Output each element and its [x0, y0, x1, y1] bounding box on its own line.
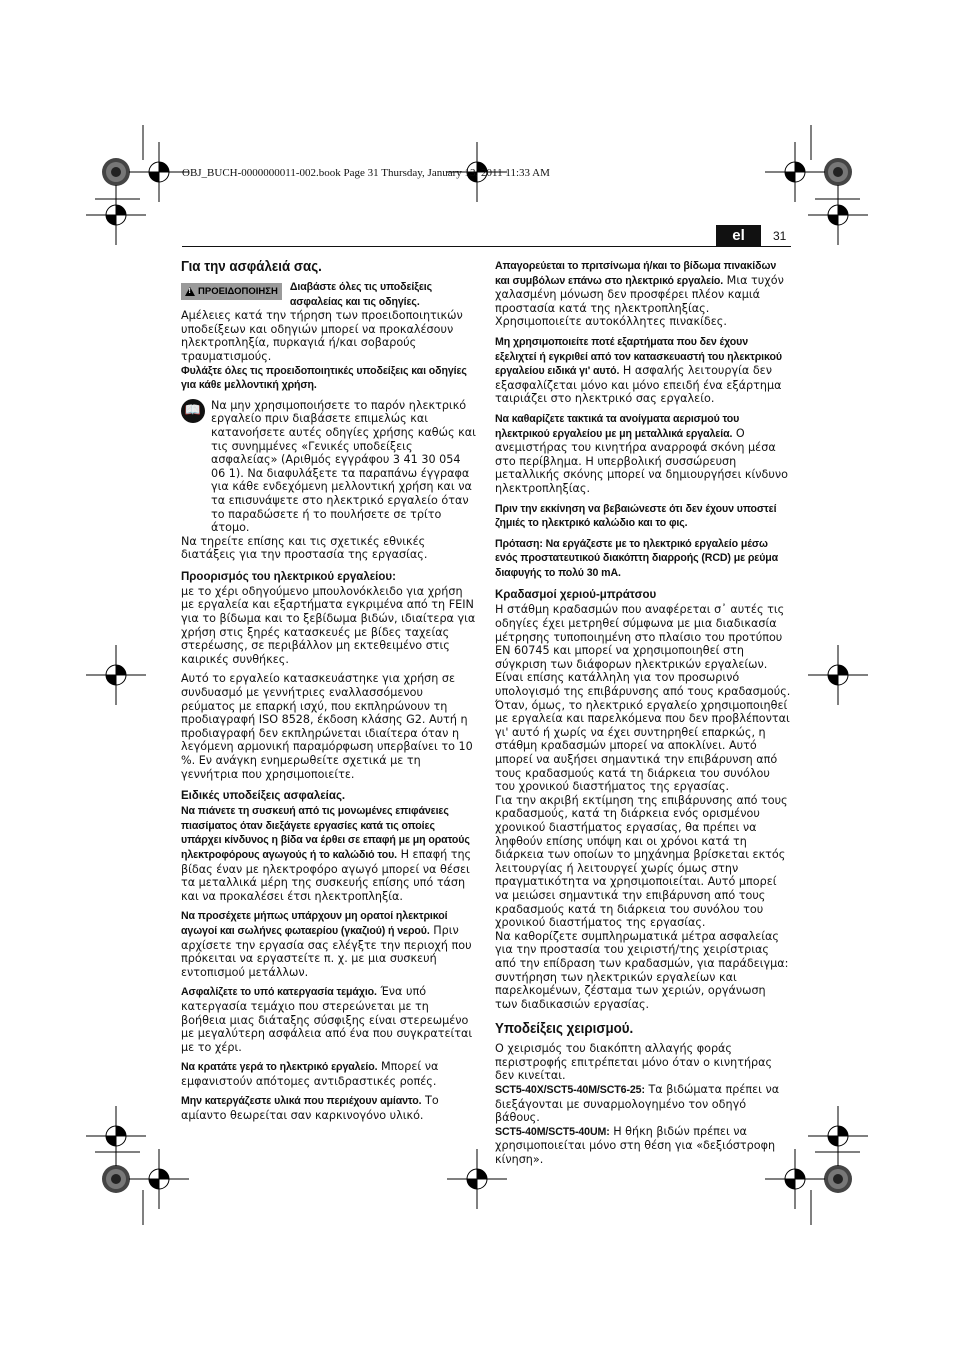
purpose-paragraph-2: Αυτό το εργαλείο κατασκευάστηκε για χρήση σε συνδυασμό με γεννήτριες εναλλασσόμενου ρεύματος με επαρκή ισχύ, που εκπληρώνουν τη προδιαγραφή ISO 8528, έκδοση κλάσης G2. Αυτή η προδιαγραφή δεν εκπληρώνεται ιδιαίτερα όταν η λεγόμενη αρμονική παραμόρφωση υπερβαίνει το 10 %. Εν ανάγκη ενημερωθείτε σχετικά με τη γεννήτρια που χρησιμοποιείτε. [181, 672, 473, 781]
registration-mark [808, 1106, 868, 1166]
warning-text: Αμέλειες κατά την τήρηση των προειδοποιητικών υποδείξεων και οδηγιών μπορεί να προκαλέσουν ηλεκτροπληξία, πυρκαγιά ή/και σοβαρούς τραυματισμούς. [181, 309, 463, 363]
registration-mark [808, 645, 868, 705]
safety-item-5: Μην κατεργάζεστε υλικά που περιέχουν αμίαντο. Το αμίαντο θεωρείται σαν καρκινογόνο υλικό. [181, 1094, 439, 1123]
vibration-paragraph-2: Όταν, όμως, το ηλεκτρικό εργαλείο χρησιμοποιηθεί με εργαλεία και παρελκόμενα που δεν προβλέπονται γι' αυτό ή χωρίς να έχει συντηρηθεί επαρκώς, η στάθμη κραδασμών μπορεί να αποκλίνει. Αυτό μπορεί να αυξήσει σημαντικά την επιβάρυνση από τους κραδασμούς κατά τη διάρκεια του συνόλου του χρονικού διαστήματος της εργασίας. [495, 698, 790, 794]
safety-item-7: Μη χρησιμοποιείτε ποτέ εξαρτήματα που δεν έχουν εξελιχτεί ή εγκριθεί από τον κατασκευαστή του ηλεκτρικού εργαλείου ειδικά γι' αυτό. Η ασφαλής λειτουργία δεν εξασφαλίζεται μόνο και μόνο επειδή ένα εξάρτημα ταιριάζει στο ηλεκτρικό σας εργαλείο. [495, 335, 782, 406]
safety-item-6: Απαγορεύεται το πριτσίνωμα ή/και το βίδωμα πινακίδων και συμβόλων επάνω στο ηλεκτρικό εργαλείο. Μια τυχόν χαλασμένη μόνωση δεν προσφέρει πλέον καμιά προστασία κατά της ηλεκτροπληξίας. Χρησιμοποιείτε αυτοκόλλητες πινακίδες. [495, 260, 784, 329]
page-number: 31 [773, 229, 787, 243]
warning-badge [181, 283, 282, 300]
handling-paragraph-3: SCT5-40M/SCT5-40UM: Η θήκη βιδών πρέπει να χρησιμοποιείται μόνο στη θέση για «δεξιόστροφη κίνηση». [495, 1124, 776, 1167]
left-column [181, 259, 477, 1129]
warning-row [181, 280, 477, 309]
language-badge: el [716, 225, 761, 247]
safety-item-4: Να κρατάτε γερά το ηλεκτρικό εργαλείο. Μπορεί να εμφανιστούν απότομες αντιδραστικές ροπές. [181, 1060, 439, 1088]
color-target [824, 1165, 852, 1193]
section-title-handling: Υποδείξεις χειρισμού. [495, 1021, 634, 1038]
registration-mark [129, 1149, 189, 1209]
read-manual-text: Να μην χρησιμοποιήσετε το παρόν ηλεκτρικό εργαλείο πριν διαβάσετε επιμελώς και κατανοήσετε αυτές οδηγίες χρήσης καθώς και τις συνημμένες «Γενικές υποδείξεις ασφαλείας» (Αριθμός εγγράφου 3 41 30 054 06 1). Να διαφυλάξετε τα παραπάνω έγγραφα για κάθε ενδεχόμενη μελλοντική χρήση και να τα επισυνάψετε στο ηλεκτρικό εργαλείο όταν το παραδώσετε ή το πουλήσετε σε τρίτο άτομο. [211, 398, 476, 535]
safety-item-8: Να καθαρίζετε τακτικά τα ανοίγματα αερισμού του ηλεκτρικού εργαλείου με μη μεταλλικά εργαλεία. Ο ανεμιστήρας του κινητήρα αναρροφά σκόνη μέσα στο περίβλημα. Η υπερβολική συσσώρευση μεταλλικής σκόνης μπορεί να δημιουργήσει κίνδυνο ηλεκτροπληξίας. [495, 412, 788, 495]
vibration-paragraph-1: Η στάθμη κραδασμών που αναφέρεται σ᾿ αυτές τις οδηγίες έχει μετρηθεί σύμφωνα με μια διαδικασία μέτρησης τυποποιημένη στο πλαίσιο του προτύπου EN 60745 και μπορεί να χρησιμοποιηθεί στη σύγκριση των διάφορων ηλεκτρικών εργαλείων. Είναι επίσης κατάλληλη για τον προσωρινό υπολογισμό της επιβάρυνσης από τους κραδασμούς. [495, 603, 791, 699]
heading-purpose: Προορισμός του ηλεκτρικού εργαλείου: [181, 570, 396, 583]
color-target [824, 158, 852, 186]
heading-vibration: Κραδασμοί χεριού-μπράτσου [495, 589, 657, 602]
section-title-safety: Για την ασφάλειά σας. [181, 259, 322, 275]
read-manual-row [181, 399, 477, 535]
color-target [102, 1165, 130, 1193]
registration-mark [86, 645, 146, 705]
registration-mark [129, 142, 189, 202]
right-column [495, 259, 791, 1167]
safety-item-2: Να προσέχετε μήπως υπάρχουν μη ορατοί ηλεκτρικοί αγωγοί και σωλήνες φωταερίου (γκαζιού) ή νερού. Πριν αρχίσετε την εργασία σας ελέγξτε την περιοχή που πρόκειται να εργαστείτε π. χ. με μια συσκευή εντοπισμού μετάλλων. [181, 910, 472, 979]
vibration-paragraph-4: Να καθορίζετε συμπληρωματικά μέτρα ασφαλείας για την προστασία του χειριστή/της χειρίστριας από την επίδραση των κραδασμών, για παράδειγμα: συντήρηση των ηλεκτρικών εργαλείων και παρελκομένων, ζέσταμα των χεριών, οργάνωση των διαδικασιών εργασίας. [495, 929, 789, 1011]
national-regulations: Να τηρείτε επίσης και τις σχετικές εθνικές διατάξεις για την προστασία της εργασίας. [181, 534, 428, 562]
purpose-paragraph-1: με το χέρι οδηγούμενο μπουλονόκλειδο για χρήση με εργαλεία και εξαρτήματα εγκριμένα από τη FEIN για το βίδωμα και το ξεβίδωμα βιδών, ιδιαίτερα για χρήση στις ξηρές κατασκευές με βίδες ταχείας στερέωσης, σε περιβάλλον μη εκτεθειμένο στις καιρικές συνθήκες. [181, 584, 476, 666]
book-meta-line: OBJ_BUCH-0000000011-002.book Page 31 Thursday, January 13, 2011 11:33 AM [182, 167, 550, 179]
warning-triangle-icon: ! [185, 287, 195, 296]
vibration-paragraph-3: Για την ακριβή εκτίμηση της επιβάρυνσης από τους κραδασμούς, κατά τη διάρκεια ενός ορισμένου χρονικού διαστήματος εργασίας, θα πρέπει να ληφθούν επίσης υπόψη και οι χρόνοι κατά τη διάρκεια των οποίων το μηχάνημα βρίσκεται εκτός λειτουργίας ή λειτουργεί χωρίς όμως στην πραγματικότητα να χρησιμοποιείται. Αυτό μπορεί να μειώσει σημαντικά την επιβάρυνση από τους κραδασμούς κατά τη διάρκεια του συνόλου του χρονικού διαστήματος της εργασίας. [495, 793, 788, 930]
heading-special-safety: Ειδικές υποδείξεις ασφαλείας. [181, 790, 346, 803]
header-rule [182, 246, 791, 247]
color-target [102, 158, 130, 186]
registration-mark [86, 185, 146, 245]
registration-mark [86, 1106, 146, 1166]
registration-mark [808, 185, 868, 245]
safety-item-1: Να πιάνετε τη συσκευή από τις μονωμένες επιφάνειες πιασίματος όταν διεξάγετε εργασίες κατά τις οποίες υπάρχει κίνδυνος η βίδα να έρθει σε επαφή με μη ορατούς ηλεκτροφόρους αγωγούς ή το καλώδιό του. Η επαφή της βίδας έναν με ηλεκτροφόρο αγωγό μπορεί να θέσει τα μεταλλικά μέρη της συσκευής επίσης υπό τάση και να προκαλέσει έτσι ηλεκτροπληξία. [181, 805, 472, 903]
registration-mark [765, 142, 825, 202]
handling-paragraph-1: Ο χειρισμός του διακόπτη αλλαγής φοράς περιστροφής επιτρέπεται μόνο όταν ο κινητήρας δεν κινείται. [495, 1042, 773, 1083]
safety-item-9: Πριν την εκκίνηση να βεβαιώνεστε ότι δεν έχουν υποστεί ζημιές το ηλεκτρικό καλώδιο και το φις. [495, 502, 777, 530]
read-manual-icon: 📖 [181, 399, 205, 423]
warning-badge-label: ΠΡΟΕΙΔΟΠΟΙΗΣΗ [198, 285, 278, 297]
keep-instructions: Φυλάξτε όλες τις προειδοποιητικές υποδείξεις και οδηγίες για κάθε μελλοντική χρήση. [181, 364, 467, 392]
safety-item-3: Ασφαλίζετε το υπό κατεργασία τεμάχιο. Ένα υπό κατεργασία τεμάχιο που στερεώνεται με τη βοήθεια μιας διάταξης σύσφιξης είναι στερεωμένο με μεγαλύτερη ασφάλεια από ένα που συγκρατείται με το χέρι. [181, 985, 473, 1054]
safety-item-10: Πρόταση: Να εργάζεστε με το ηλεκτρικό εργαλείο μέσω ενός προστατευτικού διακόπτη διαρροής (RCD) με ρεύμα διαφυγής το πολύ 30 mA. [495, 537, 779, 579]
handling-paragraph-2: SCT5-40X/SCT5-40M/SCT6-25: Τα βιδώματα πρέπει να διεξάγονται με συναρμολογημένο τον οδηγό βάθους. [495, 1083, 780, 1125]
warning-lead-bold: Διαβάστε όλες τις υποδείξεις ασφαλείας και τις οδηγίες. [289, 281, 433, 308]
